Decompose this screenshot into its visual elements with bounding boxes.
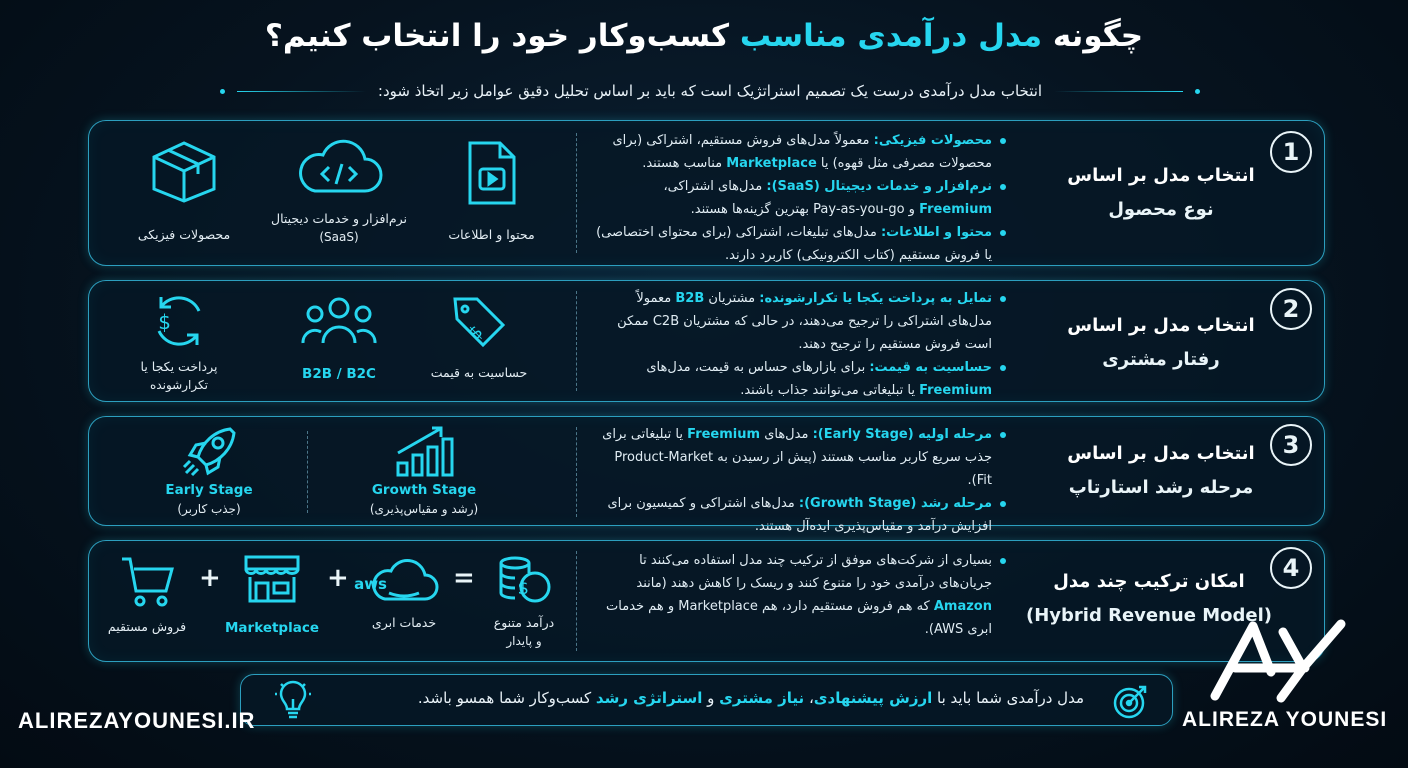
svg-text:$: $ [464, 321, 488, 345]
divider [576, 551, 577, 651]
section-heading: امکان ترکیب چند مدل (Hybrid Revenue Model) [1025, 571, 1272, 626]
feature-content: محتوا و اطلاعات [434, 139, 549, 244]
feature-diversified-revenue: $ درآمد متنوع و پایدار [484, 555, 564, 650]
bullet-list [591, 549, 1006, 641]
bullet-list [591, 423, 1006, 538]
divider [576, 291, 577, 391]
brand-name: ALIREZA YOUNESI [1182, 708, 1388, 731]
list-item: حساسیت به قیمت: برای بازارهای حساس به قیمت، مدل‌های Freemium یا تبلیغاتی می‌توانند جذاب باشند. [591, 356, 1006, 402]
video-file-icon [464, 139, 520, 207]
list-item: بسیاری از شرکت‌های موفق از ترکیب چند مدل استفاده می‌کنند تا جریان‌های درآمدی خود را متنوع کنند و ریسک را کاهش دهند (مانند Amazon که هم فروش مستقیم دارد، هم Marketplace و هم خدمات ابری AWS). [591, 549, 1006, 641]
subtitle: انتخاب مدل درآمدی درست یک تصمیم استراتژیک است که باید بر اساس تحلیل دقیق عوامل زیر اتخاذ شود: [377, 82, 1043, 100]
plus-sign: + [327, 563, 349, 593]
feature-saas: نرم‌افزار و خدمات دیجیتال (SaaS) [249, 139, 429, 246]
list-item: مرحله اولیه (Early Stage): مدل‌های Freemium یا تبلیغاتی برای جذب سریع کاربر مناسب هستند (پیش از رسیدن به Product-Market Fit). [591, 423, 1006, 492]
store-icon [242, 553, 302, 605]
divider [307, 431, 308, 513]
feature-growth-stage: Growth Stage (رشد و مقیاس‌پذیری) [349, 425, 499, 518]
svg-text:aws: aws [354, 575, 387, 593]
lightbulb-icon [273, 681, 313, 721]
list-item: محصولات فیزیکی: معمولاً مدل‌های فروش مستقیم، اشتراکی (برای محصولات مصرفی مثل قهوه) یا Marketplace مناسب هستند. [591, 129, 1006, 175]
svg-text:$: $ [517, 578, 529, 599]
divider [576, 133, 577, 253]
feature-marketplace: Marketplace [217, 553, 327, 638]
list-item: محتوا و اطلاعات: مدل‌های تبلیغات، اشتراکی (برای محتوای اختصاصی) یا فروش مستقیم (کتاب الکترونیکی) کاربرد دارند. [591, 221, 1006, 267]
feature-b2b-b2c: B2B / B2C [279, 295, 399, 384]
brand-logo [1205, 612, 1355, 702]
rocket-icon [180, 425, 238, 477]
growth-chart-icon [394, 425, 454, 477]
bullet-list [591, 129, 1006, 267]
svg-text:$: $ [158, 310, 171, 334]
list-item: تمایل به پرداخت یکجا یا تکرارشونده: مشتریان B2B معمولاً مدل‌های اشتراکی را ترجیح می‌دهند، در حالی که مشتریان C2B ممکن است فروش مستقیم را ترجیح دهند. [591, 287, 1006, 356]
feature-cloud-services: aws خدمات ابری [364, 555, 444, 632]
section-number: 1 [1270, 131, 1312, 173]
feature-early-stage: Early Stage (جذب کاربر) [134, 425, 284, 518]
equals-sign: = [453, 563, 475, 593]
section-heading: انتخاب مدل بر اساس نوع محصول [1067, 165, 1255, 220]
list-item: مرحله رشد (Growth Stage): مدل‌های اشتراکی و کمیسیون برای افزایش درآمد و مقیاس‌پذیری ایده‌آل هستند. [591, 492, 1006, 538]
box-icon [148, 139, 220, 205]
feature-direct-sales: فروش مستقیم [97, 555, 197, 636]
plus-sign: + [199, 563, 221, 593]
coins-icon [495, 555, 553, 605]
conclusion-text: مدل درآمدی شما باید با ارزش پیشنهادی، نیاز مشتری و استراتژی رشد کسب‌وکار شما همسو باشد. [417, 689, 1084, 707]
cart-icon [120, 555, 174, 607]
page-title: چگونه مدل درآمدی مناسب کسب‌وکار خود را انتخاب کنیم؟ [264, 18, 1144, 54]
bullet-list [591, 287, 1006, 402]
section-number: 4 [1270, 547, 1312, 589]
divider [576, 427, 577, 517]
price-tag-icon [449, 291, 509, 351]
cloud-code-icon [291, 139, 387, 199]
section-heading: انتخاب مدل بر اساس مرحله رشد استارتاپ [1067, 443, 1255, 498]
card-startup-stage [88, 416, 1325, 534]
feature-payment-type: $ پرداخت یکجا یا تکرارشونده [119, 291, 239, 394]
target-icon [1112, 682, 1150, 720]
subtitle-row [220, 80, 1200, 102]
conclusion-bar [240, 674, 1173, 726]
section-number: 3 [1270, 424, 1312, 466]
feature-price-sensitivity: $ حساسیت به قیمت [419, 291, 539, 382]
feature-physical: محصولات فیزیکی [114, 139, 254, 244]
card-product-type [88, 120, 1325, 266]
card-customer-behavior [88, 280, 1325, 402]
section-heading: انتخاب مدل بر اساس رفتار مشتری [1067, 315, 1255, 370]
section-number: 2 [1270, 288, 1312, 330]
list-item: نرم‌افزار و خدمات دیجیتال (SaaS): مدل‌های اشتراکی، Freemium و Pay-as-you-go بهترین گزینه‌ها هستند. [591, 175, 1006, 221]
users-icon [301, 295, 377, 347]
recurring-payment-icon [149, 291, 209, 351]
card-hybrid-model [88, 540, 1325, 662]
website-url: ALIREZAYOUNESI.IR [18, 708, 256, 733]
